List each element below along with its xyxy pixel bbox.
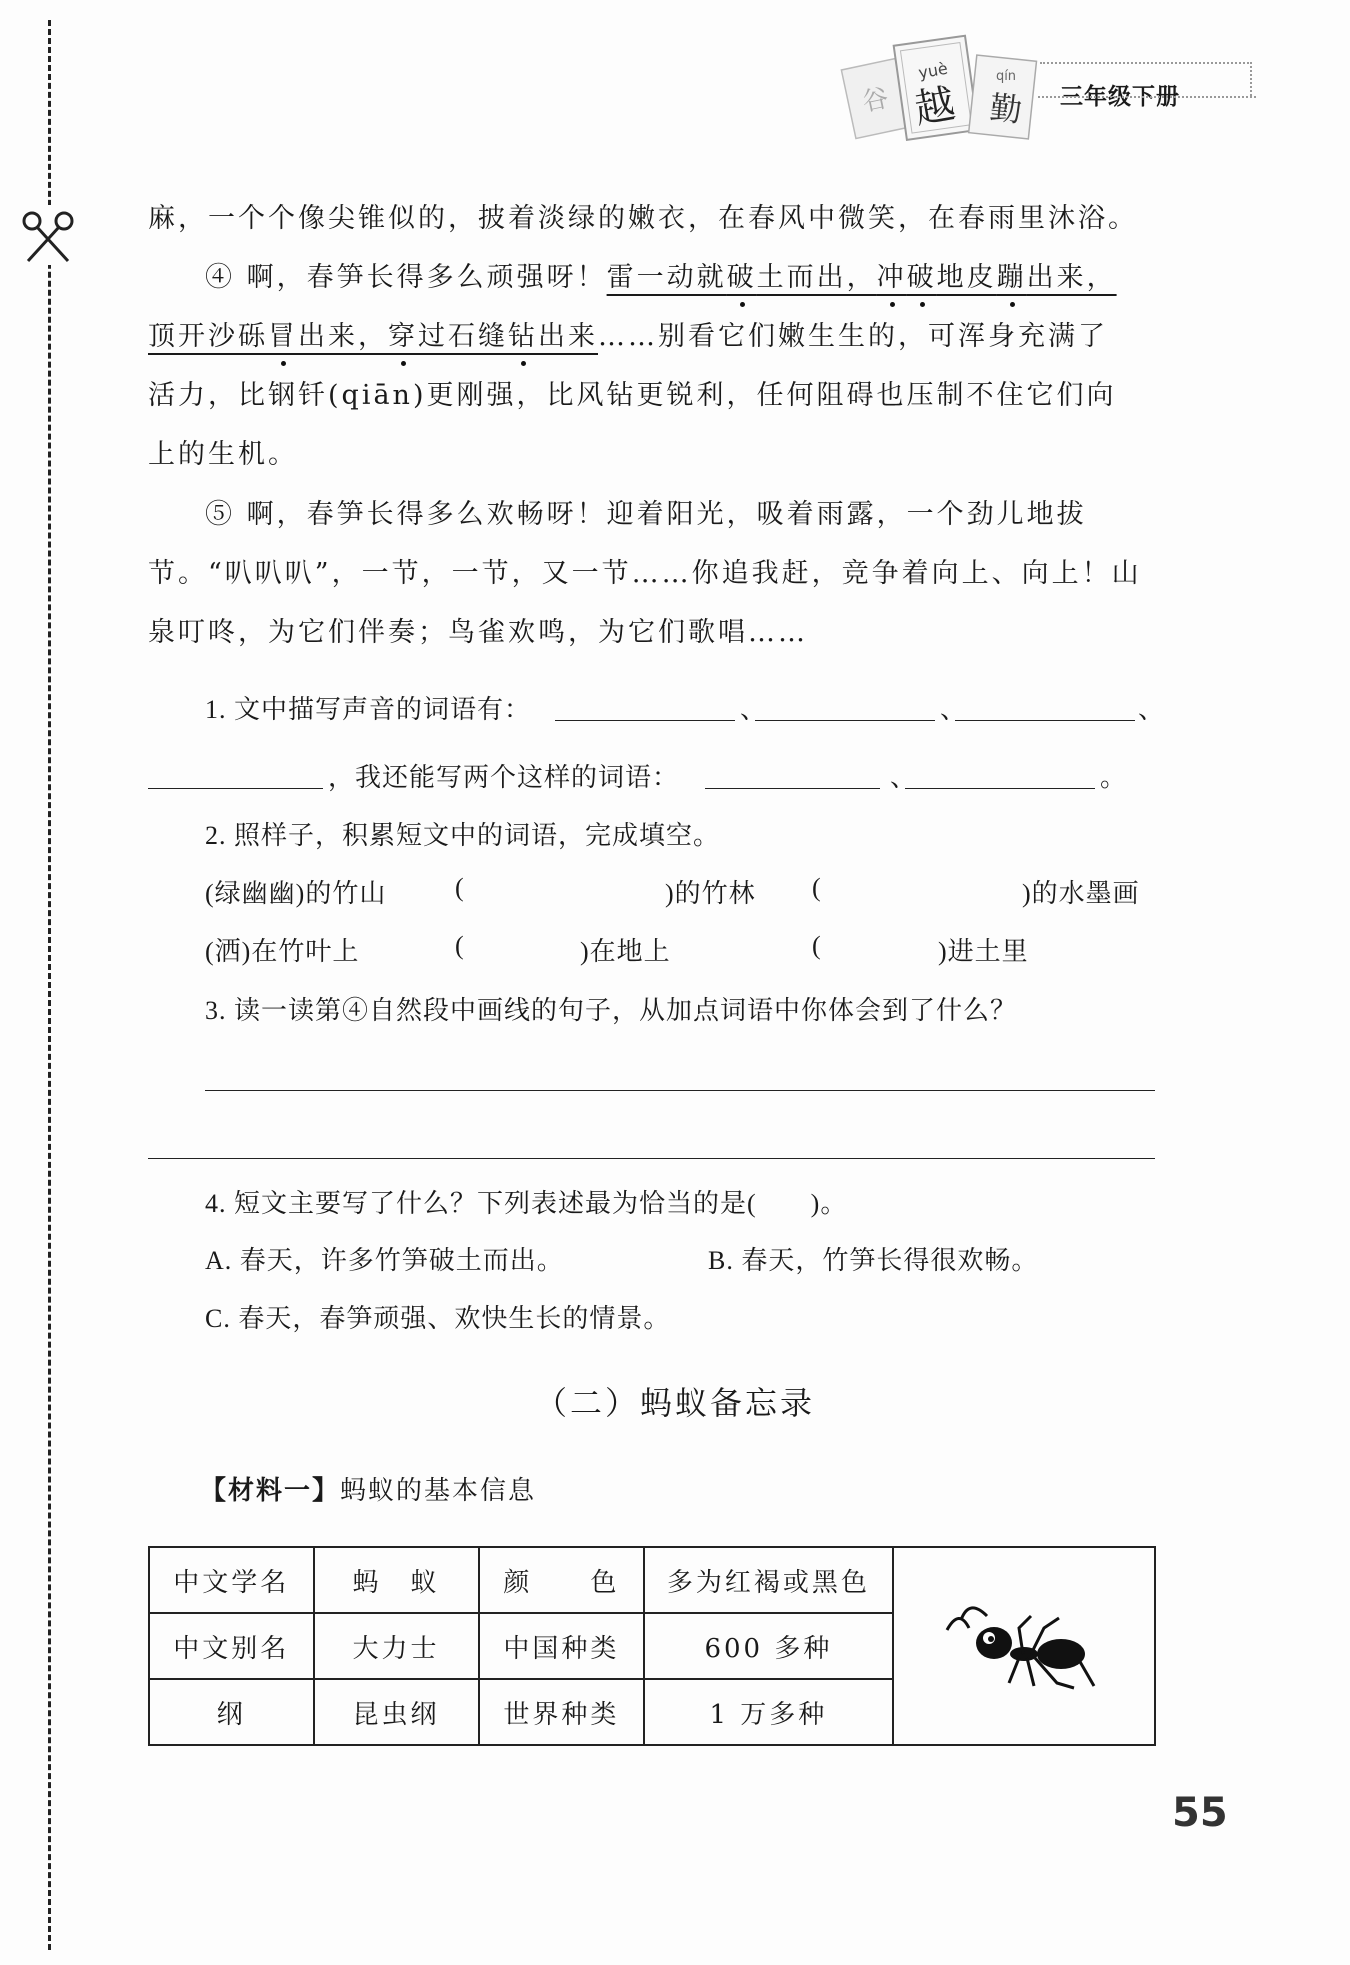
ant-info-table bbox=[148, 1546, 1156, 1746]
separator: 、 bbox=[740, 695, 768, 724]
option-a[interactable]: A. 春天，许多竹笋破土而出。 bbox=[205, 1246, 564, 1275]
underlined-sentence bbox=[607, 262, 1117, 293]
scissors-icon bbox=[18, 205, 78, 265]
answer-blank[interactable] bbox=[905, 788, 1095, 789]
table-cell: 颜 色 bbox=[479, 1547, 645, 1613]
q2-blank-text: )进土里 bbox=[938, 937, 1029, 966]
dotted-word: 冒 bbox=[268, 321, 298, 352]
svg-text:谷: 谷 bbox=[859, 83, 892, 118]
table-cell: 大力士 bbox=[314, 1613, 479, 1679]
passage-text: 出来 bbox=[538, 321, 598, 352]
material-text: 蚂蚁的基本信息 bbox=[340, 1476, 537, 1506]
question-1: 1. 文中描写声音的词语有： bbox=[205, 695, 532, 724]
passage-line: 上的生机。 bbox=[148, 439, 298, 470]
grade-label: 三年级下册 bbox=[1060, 84, 1180, 110]
question-4: 4. 短文主要写了什么？下列表述最为恰当的是( )。 bbox=[205, 1189, 848, 1218]
section-title: （二）蚂蚁备忘录 bbox=[534, 1384, 815, 1422]
question-3: 3. 读一读第④自然段中画线的句子，从加点词语中你体会到了什么？ bbox=[205, 996, 1018, 1025]
passage-text: 雷一动就 bbox=[606, 262, 727, 293]
q2-example: (洒)在竹叶上 bbox=[205, 937, 360, 966]
table-cell: 昆虫纲 bbox=[314, 1679, 479, 1745]
answer-line[interactable] bbox=[205, 1090, 1155, 1091]
answer-blank[interactable] bbox=[148, 788, 323, 789]
passage-text: 顶开沙砾 bbox=[148, 321, 268, 352]
logo-char-2: 勤 bbox=[987, 88, 1024, 130]
ant-icon bbox=[939, 1588, 1109, 1698]
passage-text: ④ 啊，春笋长得多么顽强呀！ bbox=[205, 262, 607, 293]
answer-blank[interactable] bbox=[755, 720, 935, 721]
dotted-word: 穿 bbox=[388, 321, 418, 352]
divider bbox=[1040, 62, 1252, 64]
table-cell: 中文别名 bbox=[149, 1613, 314, 1679]
question-1-continued: ，我还能写两个这样的词语： bbox=[328, 763, 680, 792]
passage-line bbox=[148, 314, 1108, 353]
q2-example: (绿幽幽)的竹山 bbox=[205, 879, 387, 908]
dotted-word: 破 bbox=[906, 262, 937, 293]
q2-bracket-open: ( bbox=[455, 873, 465, 902]
passage-line: 麻，一个个像尖锥似的，披着淡绿的嫩衣，在春风中微笑，在春雨里沐浴。 bbox=[148, 203, 1138, 234]
table-cell: 世界种类 bbox=[479, 1679, 645, 1745]
table-row bbox=[149, 1547, 1155, 1613]
q2-blank-text: )的水墨画 bbox=[1022, 879, 1140, 908]
option-b[interactable]: B. 春天，竹笋长得很欢畅。 bbox=[708, 1246, 1039, 1275]
dotted-word: 蹦 bbox=[996, 262, 1027, 293]
answer-line[interactable] bbox=[148, 1158, 1155, 1159]
period: 。 bbox=[1100, 763, 1128, 792]
table-cell: 600 多种 bbox=[644, 1613, 893, 1679]
ant-illustration-cell bbox=[893, 1547, 1155, 1745]
logo-char-1: 越 bbox=[911, 80, 959, 134]
table-cell: 纲 bbox=[149, 1679, 314, 1745]
passage-text: 出来， bbox=[1026, 262, 1117, 293]
separator: 、 bbox=[1138, 695, 1166, 724]
material-label: 【材料一】 bbox=[200, 1476, 341, 1506]
table-cell: 中文学名 bbox=[149, 1547, 314, 1613]
table-cell: 1 万多种 bbox=[644, 1679, 893, 1745]
q2-bracket-open: ( bbox=[455, 931, 465, 960]
q2-blank-text: )在地上 bbox=[580, 937, 671, 966]
brand-logo bbox=[838, 28, 1043, 143]
passage-line: 节。“叭叭叭”，一节，一节，又一节……你追我赶，竞争着向上、向上！山 bbox=[148, 558, 1142, 589]
cut-line bbox=[48, 20, 51, 1950]
separator: 、 bbox=[940, 695, 968, 724]
dotted-word: 钻 bbox=[508, 321, 538, 352]
passage-text: 土而出， bbox=[756, 262, 877, 293]
logo-pinyin-1: yuè bbox=[916, 58, 950, 83]
q2-bracket-open: ( bbox=[812, 873, 822, 902]
table-cell: 蚂 蚁 bbox=[314, 1547, 479, 1613]
underlined-sentence bbox=[148, 321, 598, 352]
passage-text: ……别看它们嫩生生的，可浑身充满了 bbox=[598, 321, 1108, 352]
passage-text: 地皮 bbox=[936, 262, 997, 293]
passage-paragraph-4 bbox=[205, 255, 1117, 294]
passage-line: 泉叮咚，为它们伴奏；鸟雀欢鸣，为它们歌唱…… bbox=[148, 617, 808, 648]
passage-line: ⑤ 啊，春笋长得多么欢畅呀！迎着阳光，吸着雨露，一个劲儿地拔 bbox=[205, 499, 1087, 530]
page-number: 55 bbox=[1172, 1790, 1228, 1836]
answer-blank[interactable] bbox=[555, 720, 735, 721]
divider bbox=[1250, 62, 1252, 96]
passage-line: 活力，比钢钎(qiān)更刚强，比风钻更锐利，任何阻碍也压制不住它们向 bbox=[148, 380, 1117, 411]
dotted-word: 冲 bbox=[876, 262, 907, 293]
answer-blank[interactable] bbox=[705, 788, 880, 789]
dotted-word: 破 bbox=[726, 262, 757, 293]
table-cell: 多为红褐或黑色 bbox=[644, 1547, 893, 1613]
answer-blank[interactable] bbox=[955, 720, 1135, 721]
material-heading bbox=[200, 1470, 536, 1507]
logo-pinyin-2: qín bbox=[995, 69, 1017, 84]
divider bbox=[1038, 96, 1256, 98]
passage-text: 过石缝 bbox=[418, 321, 508, 352]
separator: 、 bbox=[890, 763, 918, 792]
table-cell: 中国种类 bbox=[479, 1613, 645, 1679]
passage-text: 出来， bbox=[298, 321, 388, 352]
q2-bracket-open: ( bbox=[812, 931, 822, 960]
option-c[interactable]: C. 春天，春笋顽强、欢快生长的情景。 bbox=[205, 1304, 671, 1333]
question-2: 2. 照样子，积累短文中的词语，完成填空。 bbox=[205, 821, 721, 850]
q2-blank-text: )的竹林 bbox=[665, 879, 756, 908]
